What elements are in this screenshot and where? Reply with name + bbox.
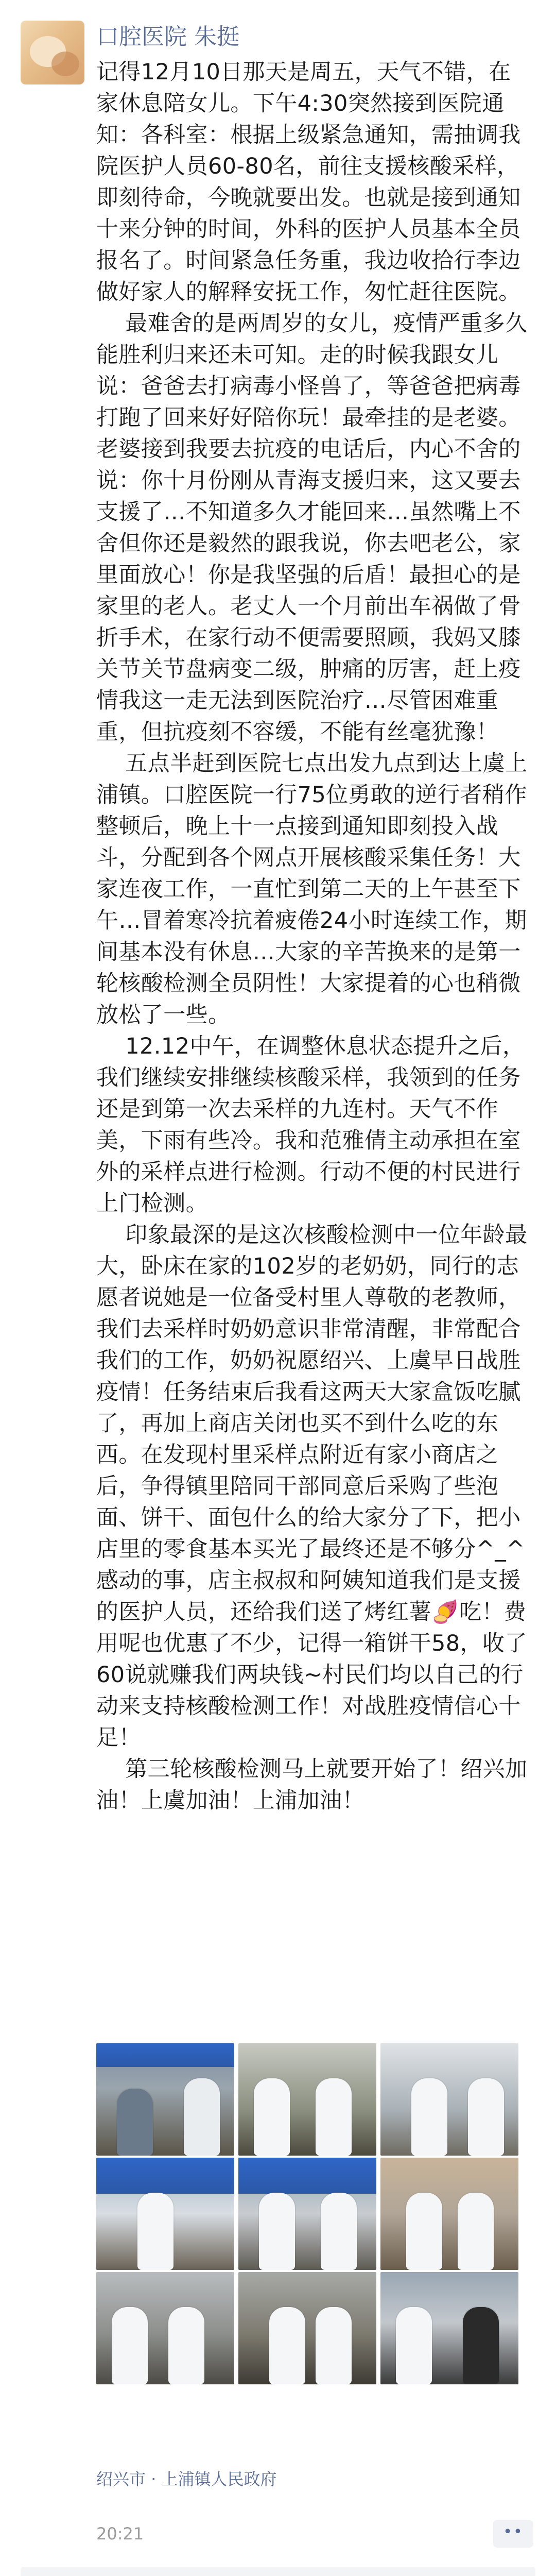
photo-4[interactable] (96, 2158, 234, 2270)
location-link[interactable]: 绍兴市 · 上浦镇人民政府 (96, 2469, 277, 2489)
post-paragraph: 最难舍的是两周岁的女儿，疫情严重多久能胜利归来还未可知。走的时候我跟女儿说：爸爸去打病毒小怪兽了，等爸爸把病毒打跑了回来好好陪你玩！最牵挂的是老婆。老婆接到我要去抗疫的电话后，内心不舍的说：你十月份刚从青海支援归来，这又要去支援了…不知道多久才能回来…虽然嘴上不舍但你还是毅然的跟我说，你去吧老公，家里面放心！你是我坚强的后盾！最担心的是家里的老人。老丈人一个月前出车祸做了骨折手术，在家行动不便需要照顾，我妈又膝关节关节盘病变二级，肿痛的厉害，赶上疫情我这一走无法到医院治疗…尽管困难重重，但抗疫刻不容缓，不能有丝毫犹豫！ (96, 311, 528, 745)
post-paragraph: 第三轮核酸检测马上就要开始了！绍兴加油！上虞加油！上浦加油！ (96, 1756, 528, 1814)
photo-2[interactable] (238, 2043, 376, 2156)
photo-grid (96, 2043, 518, 2383)
author-name[interactable]: 口腔医院 朱挺 (96, 24, 239, 50)
photo-5[interactable] (238, 2158, 376, 2270)
likes-panel (21, 2567, 535, 2576)
avatar-shape (51, 52, 79, 76)
post-time: 20:21 (96, 2524, 144, 2544)
photo-3[interactable] (380, 2043, 518, 2156)
more-button[interactable]: •• (493, 2520, 533, 2548)
post-paragraph: 12.12中午，在调整休息状态提升之后，我们继续安排继续核酸采样，我领到的任务还是到第一次去采样的九连村。天气不作美，下雨有些冷。我和范雅倩主动承担在室外的采样点进行检测。行动不便的村民进行上门检测。 (96, 1033, 525, 1216)
post-text (96, 57, 531, 1817)
photo-1[interactable] (96, 2043, 234, 2156)
author-avatar[interactable] (21, 21, 84, 84)
photo-6[interactable] (380, 2158, 518, 2270)
photo-9[interactable] (380, 2272, 518, 2384)
photo-7[interactable] (96, 2272, 234, 2384)
post-paragraph: 印象最深的是这次核酸检测中一位年龄最大，卧床在家的102岁的老奶奶，同行的志愿者说她是一位备受村里人尊敬的老教师，我们去采样时奶奶意识非常清醒，非常配合我们的工作，奶奶祝愿绍兴、上虞早日战胜疫情！任务结束后我看这两天大家盒饭吃腻了，再加上商店关闭也买不到什么吃的东西。在发现村里采样点附近有家小商店之后，争得镇里陪同干部同意后采购了些泡面、饼干、面包什么的给大家分了下，把小店里的零食基本买光了最终还是不够分^_^感动的事，店主叔叔和阿姨知道我们是支援的医护人员，还给我们送了烤红薯🍠吃！费用呢也优惠了不少，记得一箱饼干58，收了60说就赚我们两块钱~村民们均以自己的行动来支持核酸检测工作！对战胜疫情信心十足！ (96, 1222, 528, 1751)
post-paragraph: 记得12月10日那天是周五，天气不错，在家休息陪女儿。下午4:30突然接到医院通知：各科室：根据上级紧急通知，需抽调我院医护人员60-80名，前往支援核酸采样，即刻待命，今晚就要出发。也就是接到通知十来分钟的时间，外科的医护人员基本全员报名了。时间紧急任务重，我边收拾行李边做好家人的解释安抚工作，匆忙赶往医院。 (96, 59, 521, 305)
post-paragraph: 五点半赶到医院七点出发九点到达上虞上浦镇。口腔医院一行75位勇敢的逆行者稍作整顿后，晚上十一点接到通知即刻投入战斗，分配到各个网点开展核酸采集任务！大家连夜工作，一直忙到第二天的上午甚至下午…冒着寒冷抗着疲倦24小时连续工作，期间基本没有休息…大家的辛苦换来的是第一轮核酸检测全员阴性！大家提着的心也稍微放松了一些。 (96, 751, 528, 1028)
photo-8[interactable] (238, 2272, 376, 2384)
